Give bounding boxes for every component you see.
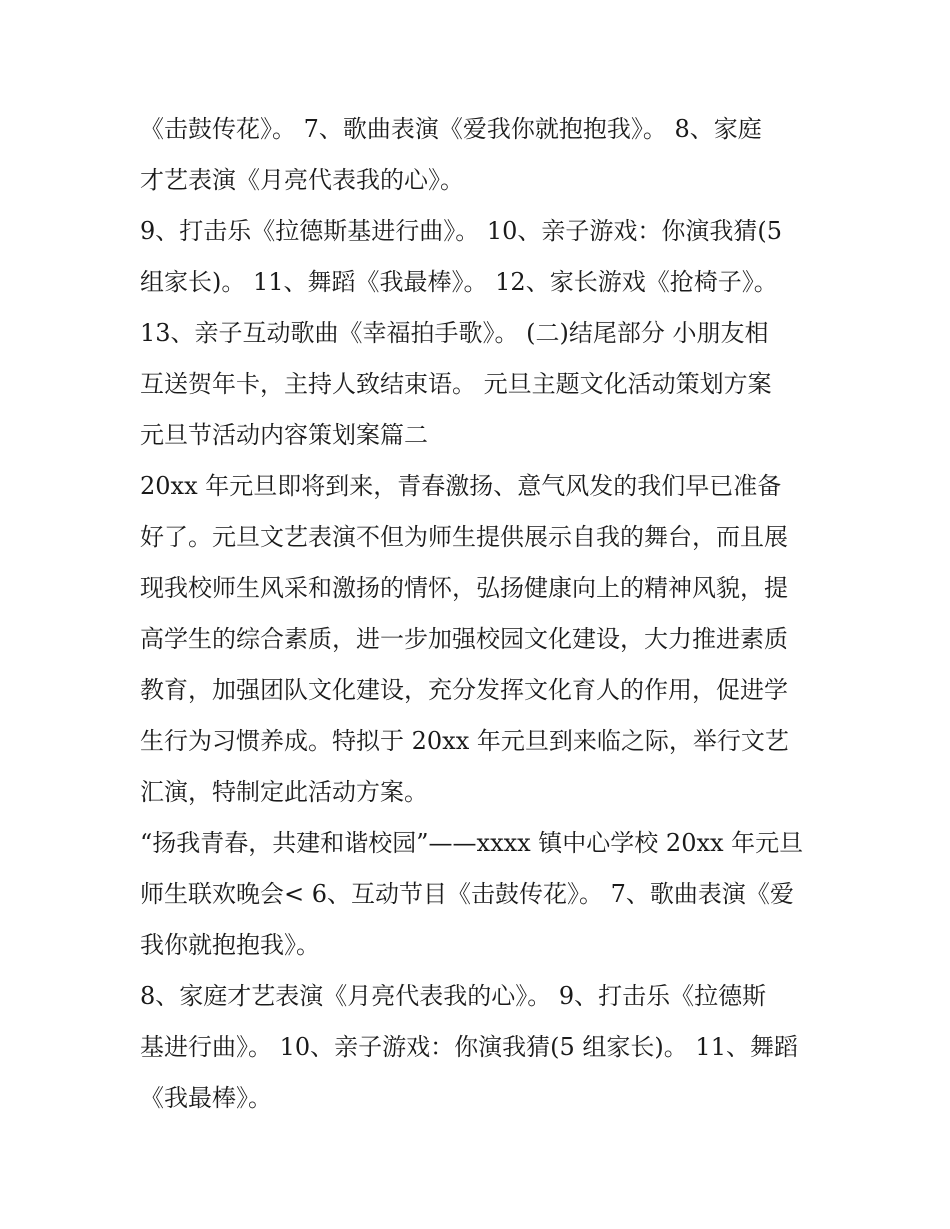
text-line: 8、家庭才艺表演《月亮代表我的心》。 9、打击乐《拉德斯: [140, 982, 767, 1010]
text-line: 《击鼓传花》。 7、歌曲表演《爱我你就抱抱我》。 8、家庭: [140, 115, 762, 143]
text-line: 基进行曲》。 10、亲子游戏：你演我猜(5 组家长)。 11、舞蹈: [140, 1033, 798, 1061]
text-line: 师生联欢晚会< 6、互动节目《击鼓传花》。 7、歌曲表演《爱: [140, 880, 794, 908]
text-line: 我你就抱抱我》。: [140, 931, 320, 959]
text-line: 《我最棒》。: [140, 1084, 272, 1112]
text-line: 高学生的综合素质，进一步加强校园文化建设，大力推进素质: [140, 625, 788, 653]
text-line: 互送贺年卡，主持人致结束语。 元旦主题文化活动策划方案: [140, 370, 772, 398]
text-line: 好了。元旦文艺表演不但为师生提供展示自我的舞台，而且展: [140, 523, 788, 551]
text-line: 现我校师生风采和激扬的情怀，弘扬健康向上的精神风貌，提: [140, 574, 788, 602]
text-line: 汇演，特制定此活动方案。: [140, 778, 428, 806]
text-line: 20xx 年元旦即将到来，青春激扬、意气风发的我们早已准备: [140, 472, 782, 500]
document-body: [140, 104, 820, 1124]
text-line: “扬我青春，共建和谐校园”——xxxx 镇中心学校 20xx 年元旦: [140, 829, 804, 857]
text-line: 组家长)。 11、舞蹈《我最棒》。 12、家长游戏《抢椅子》。: [140, 268, 778, 296]
section-heading: 元旦节活动内容策划案篇二: [140, 421, 428, 449]
text-line: 9、打击乐《拉德斯基进行曲》。 10、亲子游戏：你演我猜(5: [140, 217, 783, 245]
text-line: 生行为习惯养成。特拟于 20xx 年元旦到来临之际，举行文艺: [140, 727, 789, 755]
text-line: 教育，加强团队文化建设，充分发挥文化育人的作用，促进学: [140, 676, 788, 704]
text-line: 才艺表演《月亮代表我的心》。: [140, 166, 464, 194]
text-line: 13、亲子互动歌曲《幸福拍手歌》。 (二)结尾部分 小朋友相: [140, 319, 769, 347]
